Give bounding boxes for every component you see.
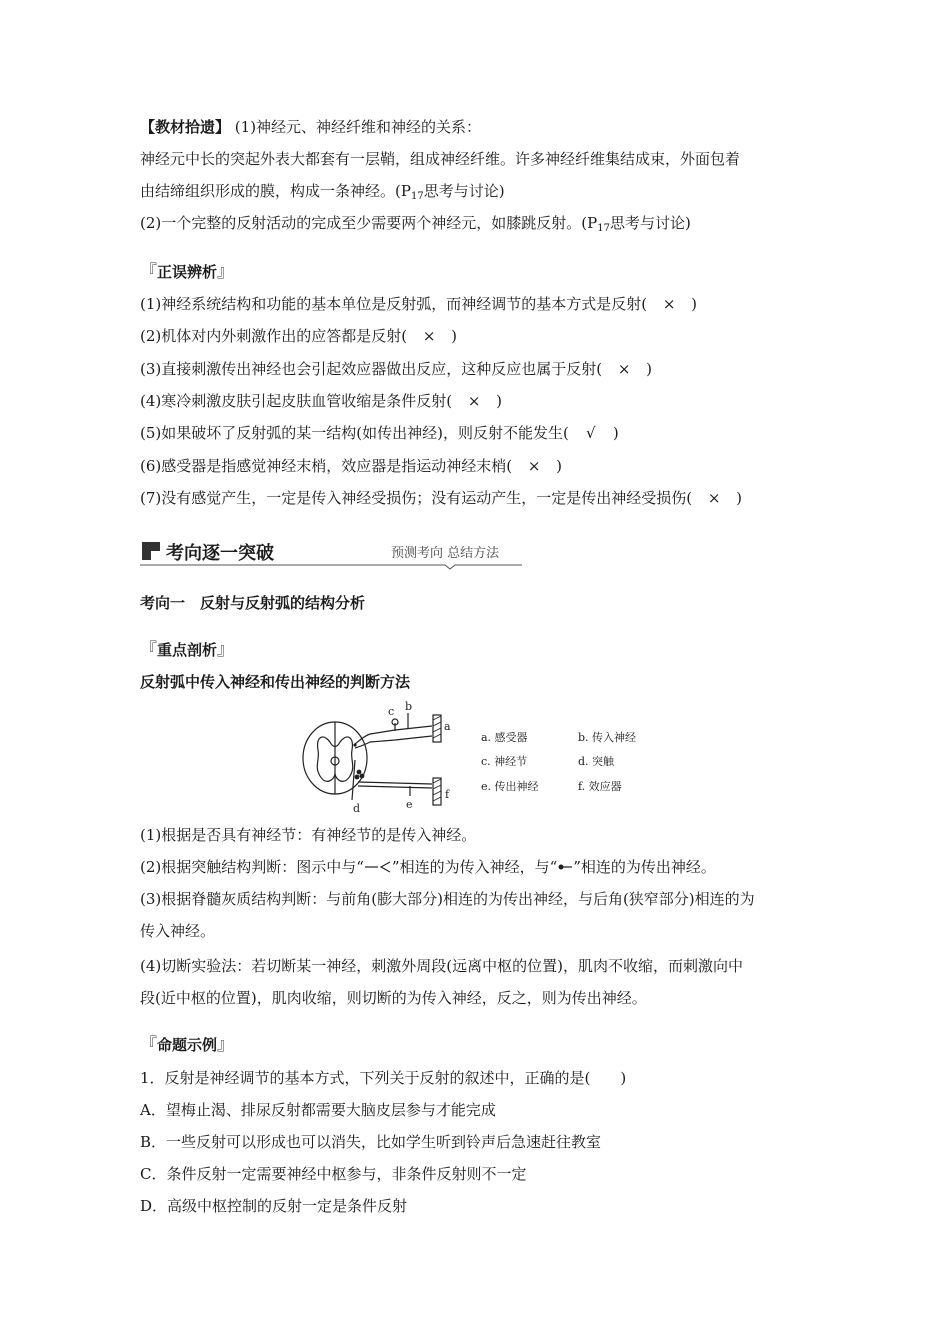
diagram-label-a: a [444, 720, 451, 733]
banner-underline [140, 538, 522, 570]
analysis-p3-line2: 传入神经。 [140, 922, 216, 940]
diagram-label-d: d [353, 802, 361, 815]
recall-item2-pre: (2)一个完整的反射活动的完成至少需要两个神经元，如膝跳反射。(P [140, 214, 598, 232]
analysis-p4-line1: (4)切断实验法：若切断某一神经，刺激外周段(远离中枢的位置)，肌肉不收缩，而刺激向中 [140, 957, 743, 975]
judge-item [140, 326, 457, 346]
analysis-heading: 『重点剖析』 [140, 640, 235, 660]
example-option-d[interactable]: D．高级中枢控制的反射一定是条件反射 [140, 1197, 408, 1215]
recall-item2-page-sub: 17 [597, 223, 610, 234]
judge-heading: 『正误辨析』 [140, 262, 235, 282]
recall-item1-intro [140, 117, 481, 137]
analysis-p2-b: ”相连的为传入神经，与“ [391, 858, 558, 876]
analysis-subheading: 反射弧中传入神经和传出神经的判断方法 [140, 673, 411, 691]
direction-title: 考向一 反射与反射弧的结构分析 [140, 594, 366, 612]
judge-item-close: ) [612, 424, 619, 443]
judge-item [140, 294, 697, 314]
analysis-p1: (1)根据是否具有神经节：有神经节的是传入神经。 [140, 826, 477, 844]
judge-item-close: ) [646, 359, 652, 378]
diagram-label-f: f [445, 788, 450, 801]
judge-item-text: (5)如果破坏了反射弧的某一结构(如传出神经)，则反射不能发生( [140, 424, 569, 443]
analysis-p2 [140, 857, 716, 877]
judge-item-mark: √ [586, 424, 596, 443]
judge-item-mark: × [617, 359, 631, 378]
recall-item2-post: 思考与讨论) [609, 214, 691, 232]
judge-item [140, 456, 562, 476]
recall-item2 [140, 213, 691, 239]
judge-item [140, 488, 742, 508]
analysis-p2-c: ”相连的为传出神经。 [573, 858, 716, 876]
section-banner [140, 538, 522, 570]
legend-c: c. 神经节 [481, 755, 528, 768]
recall-heading: 【教材拾遗】 [140, 118, 231, 136]
judge-item [140, 359, 652, 379]
legend-a: a. 感受器 [481, 731, 528, 744]
analysis-p2-a: (2)根据突触结构判断：图示中与“ [140, 858, 364, 876]
analysis-p3-line1: (3)根据脊髓灰质结构判断：与前角(膨大部分)相连的为传出神经，与后角(狭窄部分)相连的为 [140, 890, 755, 908]
diagram-label-c: c [388, 705, 395, 718]
judge-item-mark: × [662, 295, 676, 313]
recall-item1-line2-pre: 由结缔组织形成的膜，构成一条神经。(P [140, 182, 411, 200]
diagram-label-b: b [405, 700, 413, 713]
judge-item-mark: × [467, 391, 481, 410]
legend-d: d. 突触 [578, 755, 615, 768]
example-option-a[interactable]: A．望梅止渴、排尿反射都需要大脑皮层参与才能完成 [140, 1101, 496, 1119]
judge-item-text: (2)机体对内外刺激作出的应答都是反射( [140, 327, 408, 346]
judge-item-text: (4)寒冷刺激皮肤引起皮肤血管收缩是条件反射( [140, 391, 453, 410]
judge-item-mark: × [422, 327, 436, 346]
diagram-label-e: e [406, 798, 413, 811]
efferent-synapse-icon [557, 861, 573, 873]
judge-item [140, 423, 619, 443]
banner-subtitle: 预测考向 总结方法 [391, 546, 500, 561]
legend-b: b. 传入神经 [578, 731, 637, 744]
example-option-b[interactable]: B．一些反射可以形成也可以消失，比如学生听到铃声后急速赶往教室 [140, 1133, 602, 1151]
judge-item-mark: × [527, 456, 541, 475]
example-heading: 『命题示例』 [140, 1035, 235, 1055]
judge-item-text: (1)神经系统结构和功能的基本单位是反射弧，而神经调节的基本方式是反射( [140, 295, 648, 313]
judge-heading-text: 正误辨析 [157, 263, 218, 281]
judge-item-close: ) [736, 488, 742, 507]
judge-item-text: (7)没有感觉产生，一定是传入神经受损伤；没有运动产生，一定是传出神经受损伤( [140, 488, 693, 507]
judge-item-close: ) [691, 295, 697, 313]
legend-f: f. 效应器 [578, 780, 622, 793]
recall-item1-title: (1)神经元、神经纤维和神经的关系： [234, 118, 482, 136]
judge-item-text: (3)直接刺激传出神经也会引起效应器做出反应，这种反应也属于反射( [140, 359, 603, 378]
judge-item-text: (6)感受器是指感觉神经末梢，效应器是指运动神经末梢( [140, 456, 513, 475]
legend-e: e. 传出神经 [481, 780, 539, 793]
recall-item1-line2-post: 思考与讨论) [423, 182, 505, 200]
judge-item-close: ) [556, 456, 562, 475]
judge-item-close: ) [496, 391, 502, 410]
afferent-synapse-icon [364, 861, 392, 873]
reflex-arc-diagram [300, 700, 470, 815]
judge-item-close: ) [451, 327, 457, 346]
example-question: 1．反射是神经调节的基本方式，下列关于反射的叙述中，正确的是( ) [140, 1069, 627, 1087]
analysis-p4-line2: 段(近中枢的位置)，肌肉收缩，则切断的为传入神经，反之，则为传出神经。 [140, 989, 647, 1007]
judge-item-mark: × [707, 488, 721, 507]
example-option-c[interactable]: C．条件反射一定需要神经中枢参与，非条件反射则不一定 [140, 1165, 527, 1183]
recall-item1-line1: 神经元中长的突起外表大都套有一层鞘，组成神经纤维。许多神经纤维集结成束，外面包着 [140, 150, 741, 168]
example-heading-text: 命题示例 [157, 1036, 218, 1054]
recall-item1-line2 [140, 181, 505, 207]
recall-item1-page-sub: 17 [410, 191, 424, 202]
banner-title: 考向逐一突破 [166, 543, 274, 564]
analysis-heading-text: 重点剖析 [157, 641, 218, 659]
judge-item [140, 391, 502, 411]
